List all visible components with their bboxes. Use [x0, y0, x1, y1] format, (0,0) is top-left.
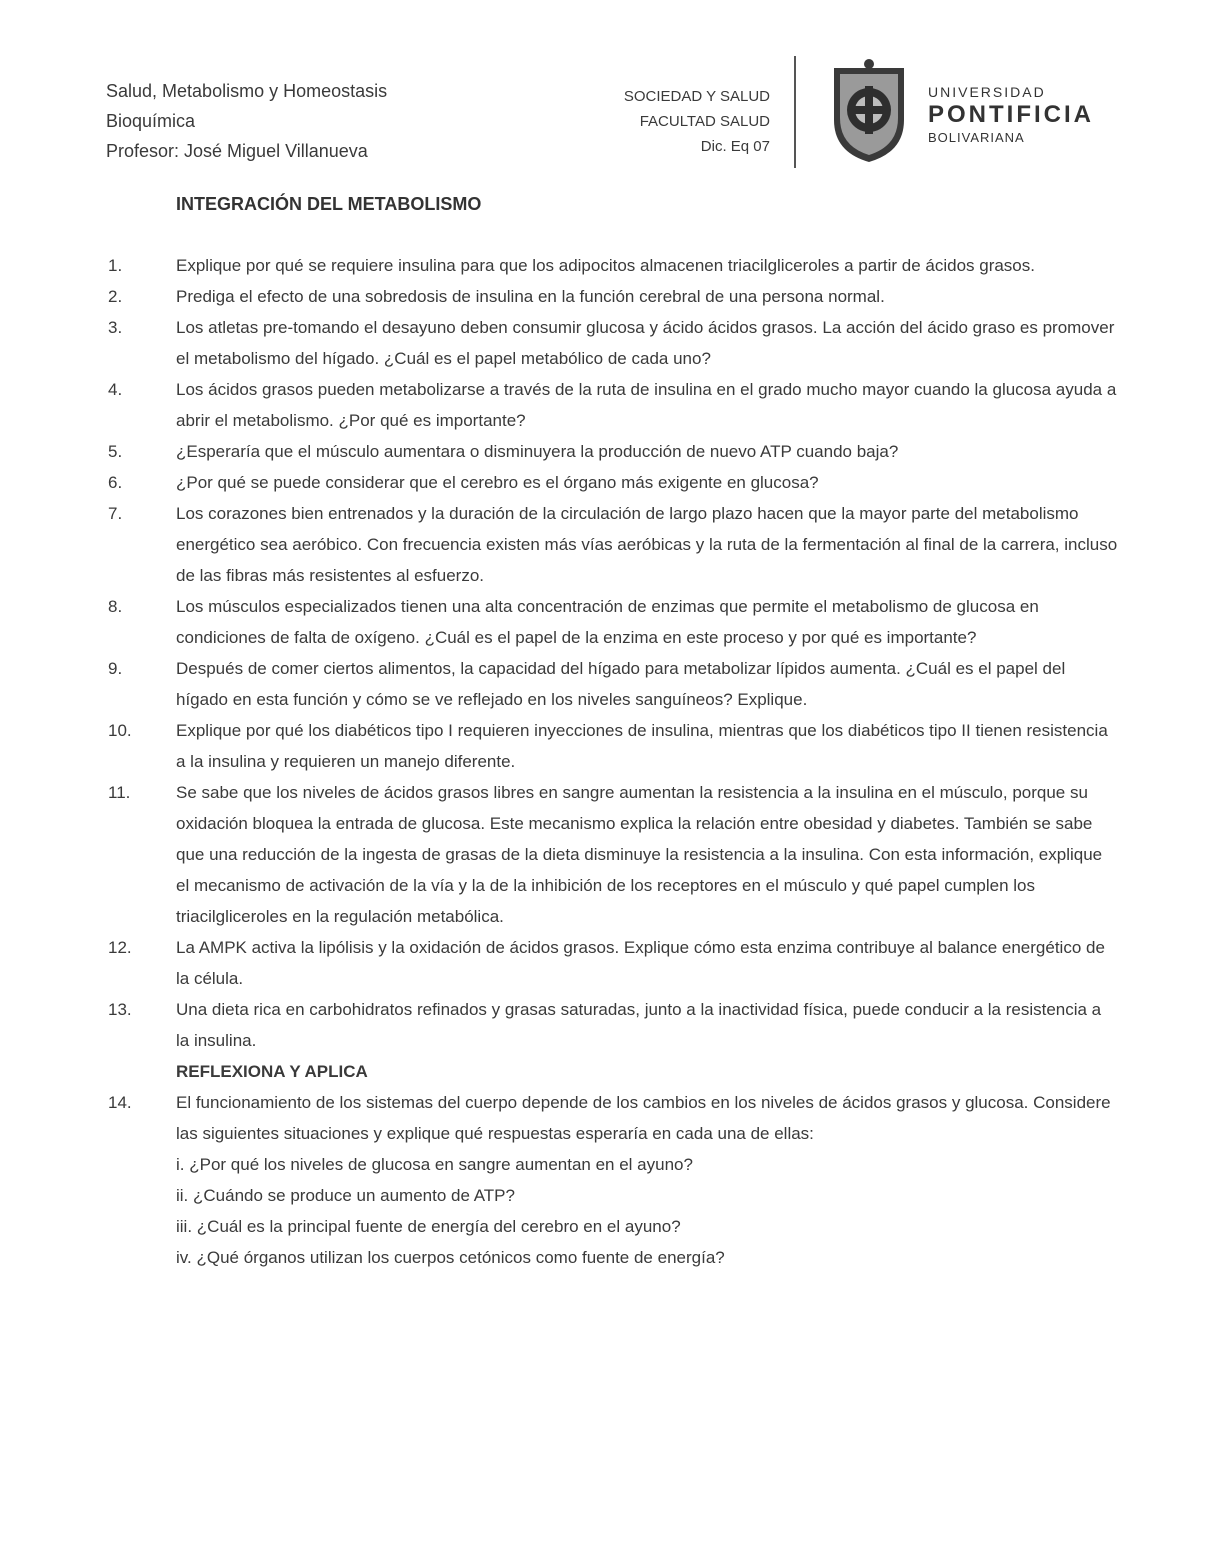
- question-text: Explique por qué se requiere insulina para que los adipocitos almacenen triacilgliceroles a partir de ácidos grasos.: [176, 256, 1035, 275]
- question-text: Después de comer ciertos alimentos, la capacidad del hígado para metabolizar lípidos aumenta. ¿Cuál es el papel del hígado en esta función y cómo se ve reflejado en los niveles sanguíneos? Explique.: [176, 659, 1066, 709]
- logo-line-3: BOLIVARIANA: [928, 130, 1025, 145]
- question-number: 9.: [108, 659, 123, 678]
- question-number: 2.: [108, 287, 123, 306]
- question-item: [0, 777, 1224, 932]
- question-item: [0, 374, 1224, 436]
- faculty-name: FACULTAD SALUD: [639, 113, 770, 130]
- question-item: [0, 591, 1224, 653]
- section-heading: REFLEXIONA Y APLICA: [176, 1062, 368, 1081]
- question-number: 1.: [108, 256, 123, 275]
- document-code: Dic. Eq 07: [700, 138, 770, 155]
- question-number: 13.: [108, 1000, 132, 1019]
- question-text: Se sabe que los niveles de ácidos grasos libres en sangre aumentan la resistencia a la insulina en el músculo, porque su oxidación bloquea la entrada de glucosa. Este mecanismo explica la relación entre obesidad y diabetes. También se sabe que una reducción de la ingesta de grasas de la dieta disminuye la resistencia a la insulina. Con esta información, explique el mecanismo de activación de la vía y la de la inhibición de los receptores en el músculo y qué papel cumplen los triacilgliceroles en la regulación metabólica.: [176, 783, 1103, 926]
- question-number: 11.: [108, 783, 131, 802]
- question-item: [0, 653, 1224, 715]
- question-text: ¿Esperaría que el músculo aumentara o disminuyera la producción de nuevo ATP cuando baja?: [176, 442, 899, 461]
- question-text: Los corazones bien entrenados y la duración de la circulación de largo plazo hacen que la mayor parte del metabolismo energético sea aeróbico. Con frecuencia existen más vías aeróbicas y la ruta de la fermentación al final de la carrera, incluso de las fibras más resistentes al esfuerzo.: [176, 504, 1118, 585]
- question-number: 5.: [108, 442, 123, 461]
- question-text: Explique por qué los diabéticos tipo I requieren inyecciones de insulina, mientras que los diabéticos tipo II tienen resistencia a la insulina y requieren un manejo diferente.: [176, 721, 1108, 771]
- question-number: 4.: [108, 380, 123, 399]
- sub-question: iii. ¿Cuál es la principal fuente de energía del cerebro en el ayuno?: [176, 1217, 681, 1236]
- question-number: 7.: [108, 504, 123, 523]
- question-text: Los atletas pre-tomando el desayuno deben consumir glucosa y ácido ácidos grasos. La acción del ácido graso es promover el metabolismo del hígado. ¿Cuál es el papel metabólico de cada uno?: [176, 318, 1115, 368]
- question-text: El funcionamiento de los sistemas del cuerpo depende de los cambios en los niveles de ácidos grasos y glucosa. Considere las siguientes situaciones y explique qué respuestas esperaría en cada una de ellas:: [176, 1093, 1111, 1143]
- question-number: 8.: [108, 597, 123, 616]
- question-item: [0, 932, 1224, 994]
- university-logo-text: [928, 84, 1094, 145]
- sub-question: iv. ¿Qué órganos utilizan los cuerpos cetónicos como fuente de energía?: [176, 1248, 725, 1267]
- question-text: La AMPK activa la lipólisis y la oxidación de ácidos grasos. Explique cómo esta enzima contribuye al balance energético de la célula.: [176, 938, 1105, 988]
- sub-question: i. ¿Por qué los niveles de glucosa en sangre aumentan en el ayuno?: [176, 1155, 693, 1174]
- question-item: [0, 1087, 1224, 1149]
- logo-line-1: UNIVERSIDAD: [928, 84, 1046, 100]
- question-item: [0, 281, 1224, 312]
- question-number: 10.: [108, 721, 132, 740]
- question-text: Una dieta rica en carbohidratos refinados y grasas saturadas, junto a la inactividad física, puede conducir a la resistencia a la insulina.: [176, 1000, 1102, 1050]
- question-item: [0, 436, 1224, 467]
- university-seal-icon: [826, 58, 912, 166]
- question-item: [0, 467, 1224, 498]
- question-number: 12.: [108, 938, 132, 957]
- question-item: [0, 498, 1224, 591]
- question-number: 3.: [108, 318, 123, 337]
- document-title: INTEGRACIÓN DEL METABOLISMO: [176, 194, 482, 214]
- course-info: [106, 76, 387, 166]
- question-item: [0, 250, 1224, 281]
- logo-line-2: PONTIFICIA: [928, 101, 1094, 128]
- question-number: 6.: [108, 473, 123, 492]
- course-name: Salud, Metabolismo y Homeostasis: [106, 81, 388, 101]
- question-number: 14.: [108, 1093, 132, 1112]
- question-text: Los músculos especializados tienen una alta concentración de enzimas que permite el metabolismo de glucosa en condiciones de falta de oxígeno. ¿Cuál es el papel de la enzima en este proceso y por qué es importante?: [176, 597, 1039, 647]
- professor-name: Profesor: José Miguel Villanueva: [106, 141, 368, 161]
- school-name: SOCIEDAD Y SALUD: [623, 88, 770, 105]
- question-item: [0, 715, 1224, 777]
- question-item: [0, 312, 1224, 374]
- question-text: Los ácidos grasos pueden metabolizarse a través de la ruta de insulina en el grado mucho mayor cuando la glucosa ayuda a abrir el metabolismo. ¿Por qué es importante?: [176, 380, 1117, 430]
- sub-question: ii. ¿Cuándo se produce un aumento de ATP?: [176, 1186, 515, 1205]
- subject-name: Bioquímica: [106, 111, 196, 131]
- question-item: [0, 994, 1224, 1056]
- header-divider: [794, 56, 796, 168]
- question-text: Prediga el efecto de una sobredosis de insulina en la función cerebral de una persona normal.: [176, 287, 885, 306]
- question-text: ¿Por qué se puede considerar que el cerebro es el órgano más exigente en glucosa?: [176, 473, 819, 492]
- faculty-info: [560, 84, 770, 159]
- question-list: [0, 250, 1224, 1273]
